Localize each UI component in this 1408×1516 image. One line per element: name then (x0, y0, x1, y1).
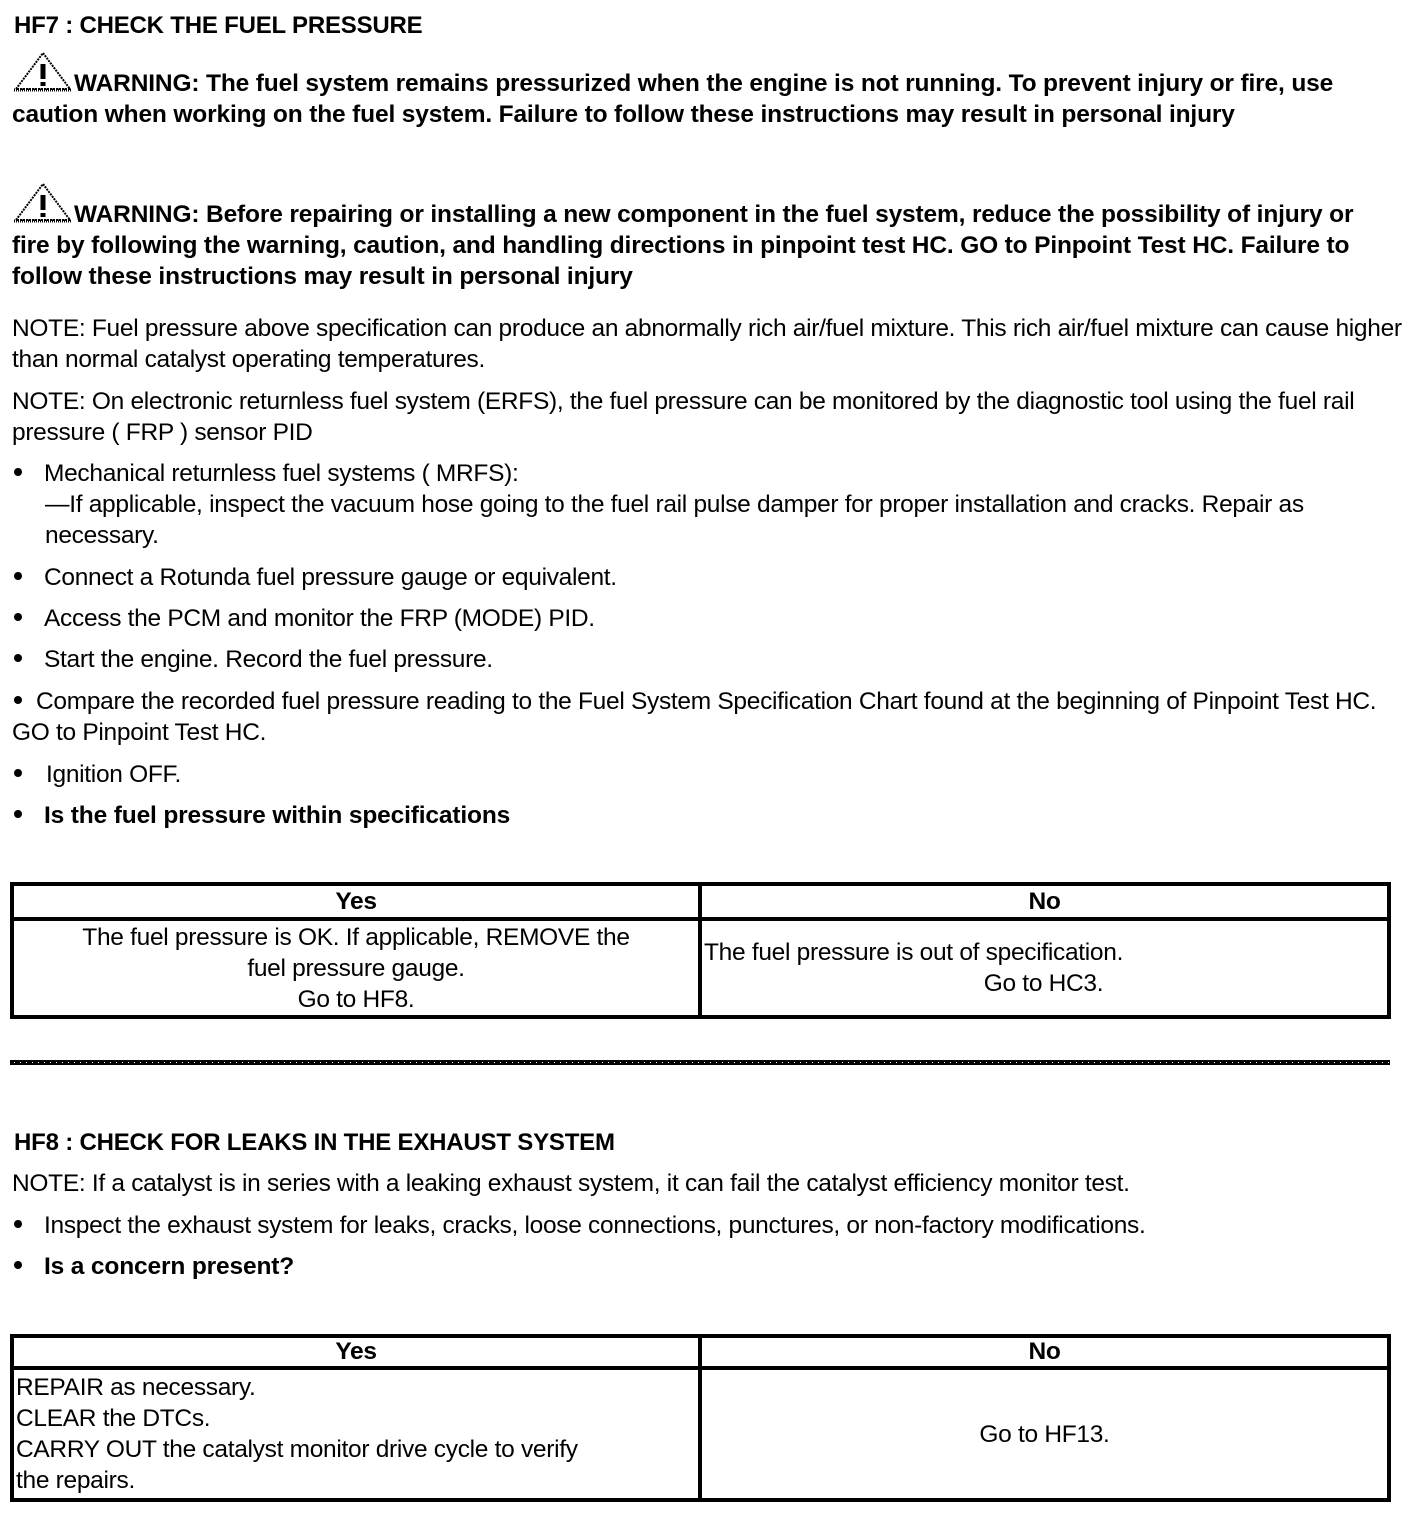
step-text: Access the PCM and monitor the FRP (MODE) PID. (44, 605, 595, 632)
step-start-engine (12, 644, 1402, 675)
step-text: Inspect the exhaust system for leaks, cracks, loose connections, punctures, or non-factory modifications. (44, 1212, 1146, 1239)
section-title-hf8: HF8 : CHECK FOR LEAKS IN THE EXHAUST SYSTEM (14, 1129, 615, 1156)
step-compare-reading (12, 686, 1402, 748)
cell-line: Go to HF13. (979, 1420, 1110, 1448)
cell-line: the repairs. (16, 1467, 135, 1494)
step-text: Is the fuel pressure within specifications (44, 802, 511, 829)
cell-line: Go to HC3. (983, 970, 1104, 997)
note-catalyst-leak: NOTE: If a catalyst is in series with a leaking exhaust system, it can fail the catalyst efficiency monitor test. (12, 1170, 1130, 1197)
warning-text: Before repairing or installing a new component in the fuel system, reduce the possibility of injury or fire by following the warning, caution, and handling directions in pinpoint test HC. GO to Pinpoint Test HC. Failure to follow these instructions may result in personal injury (12, 201, 1354, 290)
bullet-icon (14, 572, 22, 580)
bullet-icon (14, 613, 22, 621)
warning-triangle-icon (12, 51, 74, 93)
table-cell-yes (12, 919, 700, 1017)
table-row (12, 919, 1389, 1017)
step-question (12, 1251, 1402, 1282)
cell-line: fuel pressure gauge. (247, 954, 465, 982)
step-text: Connect a Rotunda fuel pressure gauge or equivalent. (44, 564, 617, 591)
cell-line: CLEAR the DTCs. (16, 1405, 211, 1432)
bullet-icon (14, 654, 22, 662)
table-cell-yes (12, 1368, 700, 1500)
step-mrfs (12, 458, 1402, 551)
bullet-icon (14, 468, 22, 476)
table-header-row (12, 1336, 1389, 1368)
table-header-row (12, 884, 1389, 919)
step-text: Compare the recorded fuel pressure reading to the Fuel System Specification Chart found at the beginning of Pinpoint Test HC. GO to Pinpoint Test HC. (12, 688, 1377, 746)
warning-1 (12, 51, 1397, 130)
step-connect-gauge (12, 562, 1402, 593)
bullet-icon (14, 696, 22, 704)
step-access-pcm (12, 603, 1402, 634)
section-divider (10, 1060, 1390, 1065)
table-header-yes: Yes (12, 1336, 700, 1368)
warning-label: WARNING: (74, 201, 200, 228)
note-fuel-pressure-above-spec: NOTE: Fuel pressure above specification can produce an abnormally rich air/fuel mixture. This rich air/fuel mixture can cause higher than normal catalyst operating temperatures. (12, 315, 1402, 373)
cell-line: REPAIR as necessary. (16, 1374, 256, 1401)
warning-triangle-icon (12, 182, 74, 224)
cell-line: Go to HF8. (297, 985, 415, 1013)
hf7-result-table (10, 882, 1391, 1019)
warning-text: The fuel system remains pressurized when the engine is not running. To prevent injury or fire, use caution when working on the fuel system. Failure to follow these instructions may result in personal injury (12, 70, 1334, 128)
table-header-yes: Yes (12, 884, 700, 919)
table-row (12, 1368, 1389, 1500)
warning-label: WARNING: (74, 70, 200, 97)
step-question (12, 800, 1402, 831)
bullet-icon (14, 1261, 22, 1269)
step-inspect-exhaust (12, 1210, 1402, 1241)
table-cell-no (700, 1368, 1389, 1500)
table-header-no: No (700, 884, 1389, 919)
step-text: Ignition OFF. (46, 761, 181, 788)
bullet-icon (14, 1220, 22, 1228)
hf8-result-table (10, 1334, 1391, 1502)
cell-line: The fuel pressure is OK. If applicable, REMOVE the (82, 923, 630, 951)
step-subtext: —If applicable, inspect the vacuum hose going to the fuel rail pulse damper for proper installation and cracks. Repair as necessary. (45, 491, 1304, 549)
step-text: Start the engine. Record the fuel pressure. (44, 646, 493, 673)
warning-2 (12, 182, 1397, 292)
section-title-hf7: HF7 : CHECK THE FUEL PRESSURE (14, 12, 423, 39)
step-text: Mechanical returnless fuel systems ( MRFS): (44, 460, 519, 487)
bullet-icon (14, 810, 22, 818)
table-header-no: No (700, 1336, 1389, 1368)
cell-line: The fuel pressure is out of specification. (704, 939, 1124, 966)
table-cell-no (700, 919, 1389, 1017)
bullet-icon (14, 769, 22, 777)
cell-line: CARRY OUT the catalyst monitor drive cycle to verify (16, 1436, 578, 1463)
step-text: Is a concern present? (44, 1253, 295, 1280)
step-ignition-off (12, 759, 1402, 790)
note-erfs: NOTE: On electronic returnless fuel system (ERFS), the fuel pressure can be monitored by the diagnostic tool using the fuel rail pressure ( FRP ) sensor PID (12, 388, 1355, 446)
